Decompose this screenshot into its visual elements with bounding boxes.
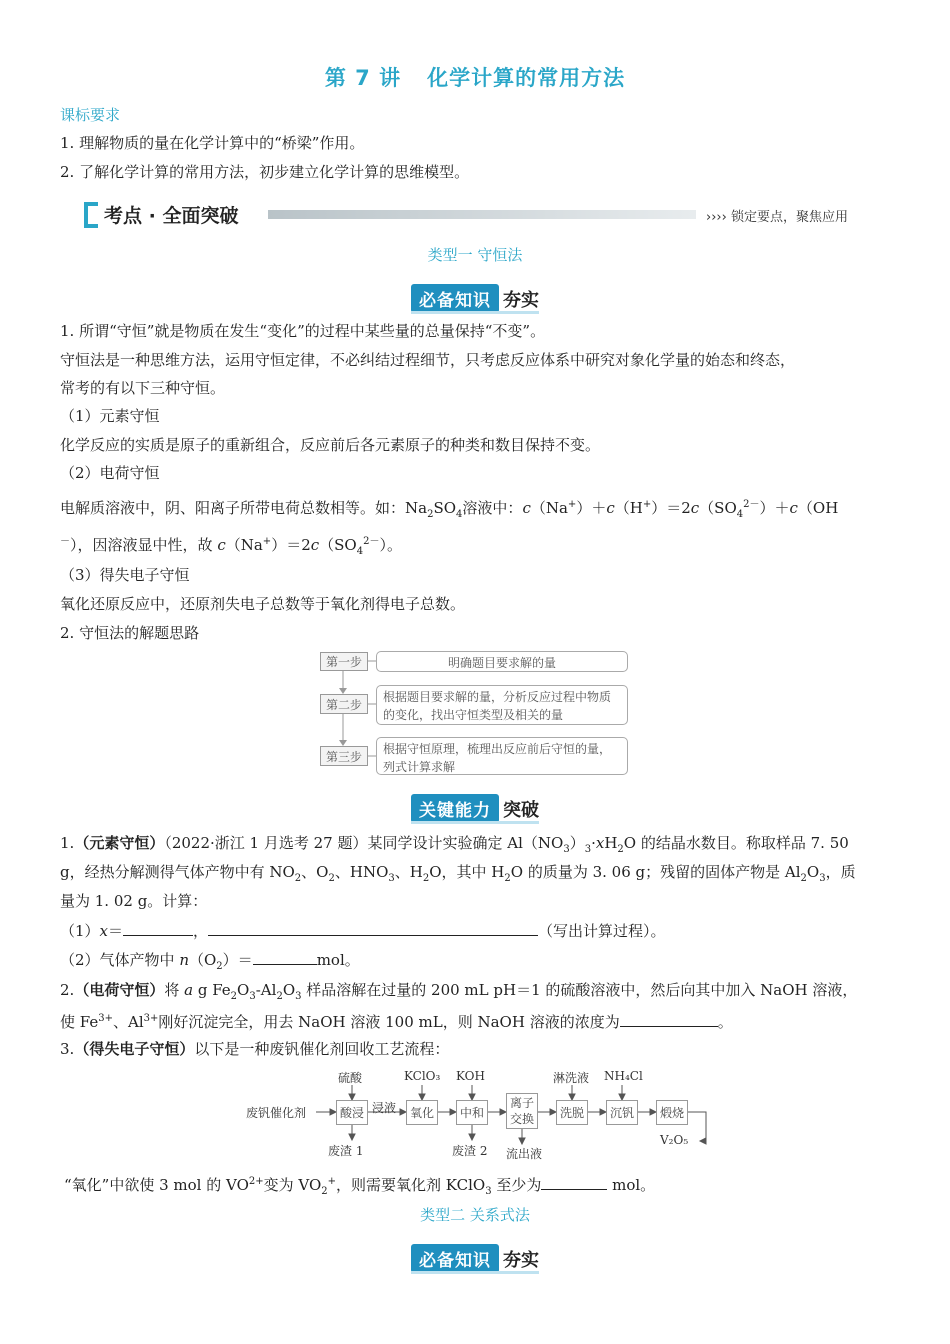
type1-label: 类型一 守恒法 <box>427 246 523 264</box>
badge-main-2: 必备知识 <box>411 1244 499 1273</box>
step-1-label: 第一步 <box>320 652 368 671</box>
knowledge-p6: 2. 守恒法的解题思路 <box>60 624 200 642</box>
banner-tagline: 锁定要点，聚焦应用 <box>730 210 848 225</box>
q1-sub1: （1）x＝ ， （写出计算过程）。 <box>60 919 895 942</box>
flow-box-acid-leach: 酸浸 <box>336 1100 368 1125</box>
type2-label: 类型二 关系式法 <box>420 1206 530 1224</box>
q1-num: 1. <box>60 834 75 852</box>
knowledge-h3: （3）得失电子守恒 <box>60 566 190 584</box>
q1-line3: 量为 1. 02 g。计算： <box>60 892 208 910</box>
badge-tail: 夯实 <box>503 290 539 311</box>
badge-tail-2: 夯实 <box>503 1250 539 1271</box>
flow-box-neutralize: 中和 <box>456 1100 488 1125</box>
q3-text: 以下是一种废钒催化剂回收工艺流程： <box>194 1040 450 1058</box>
badge-knowledge-2 <box>0 1244 950 1272</box>
flow-box-oxidation: 氧化 <box>406 1100 438 1125</box>
flow-top-label-1: 硫酸 <box>338 1071 363 1085</box>
q2-num: 2. <box>60 981 75 999</box>
flow-top-label-5: NH₄Cl <box>604 1069 643 1083</box>
step-3-label: 第三步 <box>320 746 368 766</box>
flow-box-precipitate: 沉钒 <box>606 1100 638 1125</box>
q1-tag: （元素守恒） <box>74 834 165 852</box>
q1-blank-process[interactable] <box>208 919 538 936</box>
step-3-text: 根据守恒原理，梳理出反应前后守恒的量，列式计算求解 <box>376 737 628 775</box>
flow-mid-label: 浸液 <box>372 1101 397 1115</box>
knowledge-p2a: 守恒法是一种思维方法，运用守恒定律，不必纠结过程细节，只考虑反应体系中研究对象化学量的始态和终态， <box>60 351 796 369</box>
q1-line2: g，经热分解测得气体产物中有 $NO_2$、$O_2$、$HNO_3$、$H_2O$，其中 $H_2O$ 的质量为 3. 06 g；残留的固体产物是 $Al_2O_3$，质 <box>60 863 856 884</box>
knowledge-h2: （2）电荷守恒 <box>60 464 160 482</box>
q1-sub1-end: （写出计算过程）。 <box>538 922 666 940</box>
flow-diagram <box>244 1065 714 1161</box>
p4-intro: 电解质溶液中，阴、阳离子所带电荷总数相等。如： <box>60 499 406 517</box>
section-banner <box>78 198 878 232</box>
q2-tag: （电荷守恒） <box>74 981 165 999</box>
q1-blank-n[interactable] <box>253 948 317 965</box>
badge-ability-tail: 突破 <box>503 800 539 821</box>
flow-product: V₂O₅ <box>660 1133 689 1147</box>
knowledge-p3: 化学反应的实质是原子的重新组合，反应前后各元素原子的种类和数目保持不变。 <box>60 436 601 454</box>
flow-bottom-label-2: 废渣 2 <box>452 1144 488 1158</box>
q1-blank-x[interactable] <box>123 919 193 936</box>
q3-ask: “氧化”中欲使 3 mol 的 $VO^{2+}$变为 $VO_2^+$，则需要氧化剂 KClO$_3$ 至少为 mol。 <box>64 1171 899 1203</box>
flow-top-label-2: KClO₃ <box>404 1069 441 1083</box>
q3-tag: （得失电子守恒） <box>74 1040 195 1058</box>
chevrons-icon: ›››› <box>706 210 731 225</box>
badge-main: 必备知识 <box>411 284 499 313</box>
step-1-text: 明确题目要求解的量 <box>376 651 628 672</box>
flow-box-calcine: 煅烧 <box>656 1100 688 1125</box>
step-2-label: 第二步 <box>320 694 368 714</box>
q3-ask-end: mol。 <box>612 1176 656 1194</box>
knowledge-p4-line1: 电解质溶液中，阴、阳离子所带电荷总数相等。如：$Na_2SO_4$溶液中：$c(Na^+)+c(H^+)=2c(SO_4^{2-})+c(OH$ <box>60 499 839 520</box>
flow-bottom-label-1: 废渣 1 <box>328 1144 364 1158</box>
flow-top-label-4: 淋洗液 <box>553 1071 590 1085</box>
lecture-number: 第 7 讲 <box>324 66 402 90</box>
flow-box-elute: 洗脱 <box>556 1100 588 1125</box>
q1-sub2: （2）气体产物中 $n(O_2)=$ mol。 <box>60 948 895 978</box>
lecture-topic: 化学计算的常用方法 <box>427 66 626 90</box>
steps-diagram <box>318 650 630 776</box>
curriculum-heading: 课标要求 <box>60 106 121 124</box>
q2-line1: 2.（电荷守恒）将 a g $Fe_2O_3-Al_2O_3$ 样品溶解在过量的 200 mL pH＝1 的硫酸溶液中，然后向其中加入 NaOH 溶液， <box>60 981 858 1002</box>
banner-label: 考点 · 全面突破 <box>104 205 239 227</box>
flow-box-ion-exchange: 离子 交换 <box>506 1093 538 1129</box>
knowledge-p2b: 常考的有以下三种守恒。 <box>60 379 226 397</box>
q3-line1 <box>60 1038 895 1060</box>
badge-ability <box>0 794 950 822</box>
q1-sub2-end: mol。 <box>316 951 360 969</box>
q2-line2: 使 $Fe^{3+}$、$Al^{3+}$刚好沉淀完全，用去 NaOH 溶液 100 mL，则 NaOH 溶液的浓度为 。 <box>60 1008 895 1033</box>
curriculum-item-1: 1. 理解物质的量在化学计算中的“桥梁”作用。 <box>60 134 365 152</box>
page-title <box>0 62 950 92</box>
q1-source: （2022·浙江 1 月选考 27 题） <box>164 834 368 852</box>
step-2-text: 根据题目要求解的量，分析反应过程中物质的变化，找出守恒类型及相关的量 <box>376 685 628 725</box>
knowledge-h1: （1）元素守恒 <box>60 407 160 425</box>
flow-top-label-3: KOH <box>456 1069 485 1083</box>
knowledge-p1: 1. 所谓“守恒”就是物质在发生“变化”的过程中某些量的总量保持“不变”。 <box>60 322 546 340</box>
curriculum-item-2: 2. 了解化学计算的常用方法，初步建立化学计算的思维模型。 <box>60 163 470 181</box>
q3-num: 3. <box>60 1040 75 1058</box>
flow-bottom-label-3: 流出液 <box>506 1147 543 1161</box>
p4-rest: ，因溶液显中性，故 <box>77 536 213 554</box>
badge-knowledge-1 <box>0 284 950 312</box>
badge-ability-main: 关键能力 <box>411 794 499 823</box>
knowledge-p4-line2: －），因溶液显中性，故 $c(Na^+)=2c(SO_4^{2-})$。 <box>60 536 402 557</box>
knowledge-p5: 氧化还原反应中，还原剂失电子总数等于氧化剂得电子总数。 <box>60 595 466 613</box>
banner-tagline-wrap <box>706 206 848 225</box>
q2-blank[interactable] <box>620 1010 718 1027</box>
q3-blank[interactable] <box>541 1173 607 1190</box>
flow-start: 废钒催化剂 <box>246 1106 307 1120</box>
q1-line1: 1.（元素守恒）（2022·浙江 1 月选考 27 题）某同学设计实验确定 $Al(NO_3)_3\cdot xH_2O$ 的结晶水数目。称取样品 7. 50 <box>60 834 849 855</box>
